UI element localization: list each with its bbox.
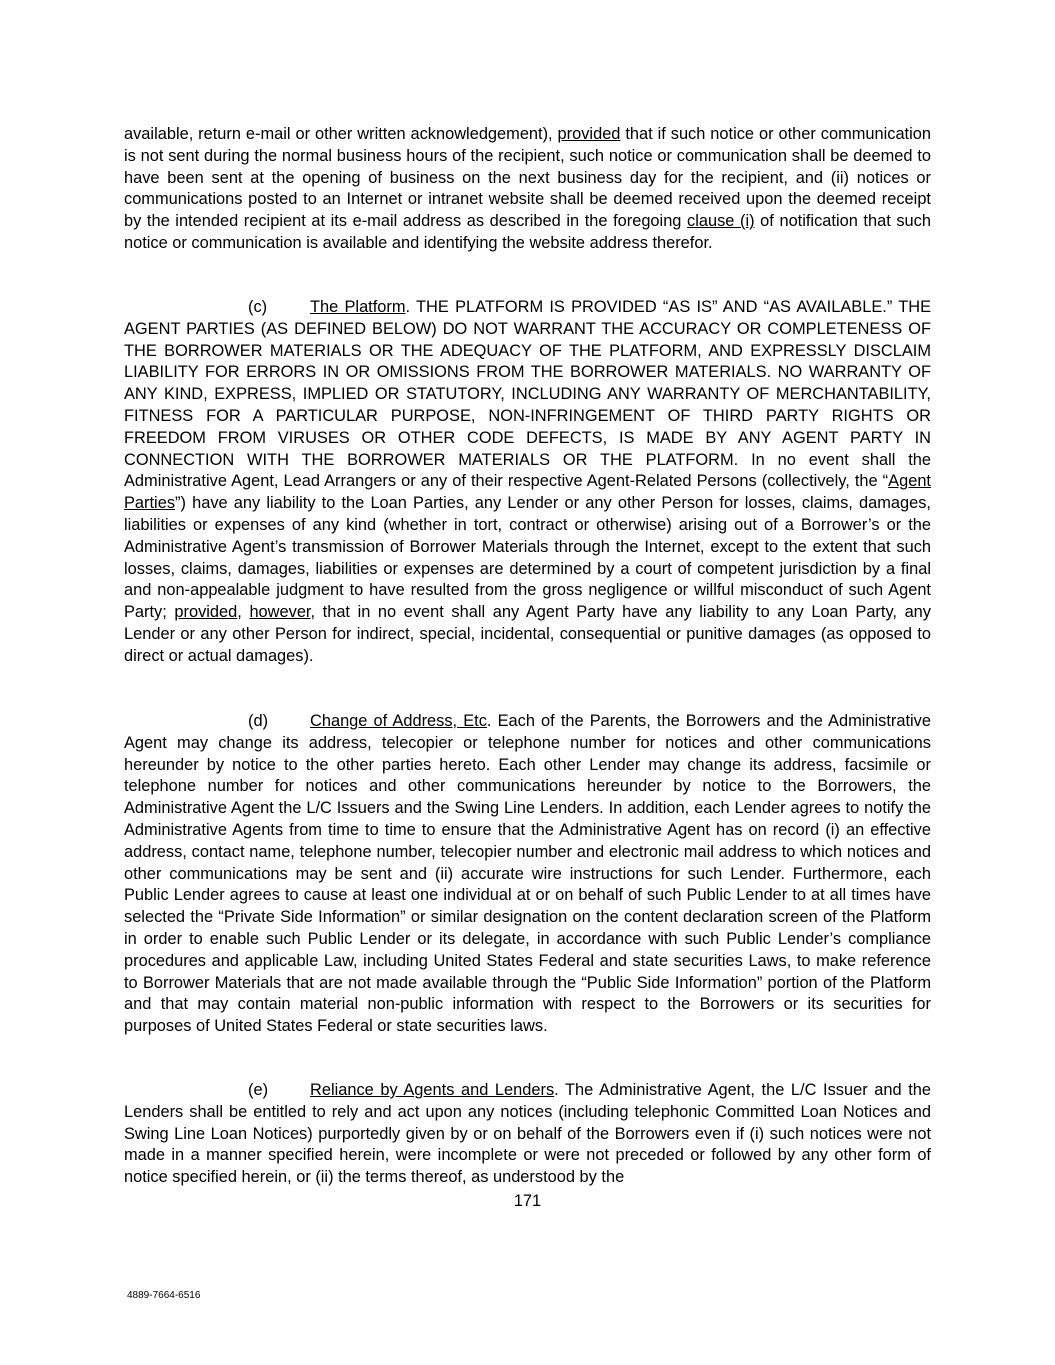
section-heading-reliance: Reliance by Agents and Lenders [310, 1081, 555, 1099]
p2-comma: , [237, 603, 250, 622]
p1-text-2: that if such notice or other communication is not sent during the normal business hours of the recipient, such notice or communication shall be deemed to have been sent at the opening of business on the next business day for the recipient, and (ii) notices or communications posted to an Internet or intranet website shall be deemed received upon the deemed receipt by the intended recipient at its e-mail address as described in the foregoing [124, 125, 931, 231]
p1-text-3: of notification that such notice or communication is available and identifying the website address therefor. [124, 212, 931, 252]
provided-term: provided [557, 125, 621, 143]
paragraph-change-of-address [124, 711, 931, 1038]
p2-text-2: ”) have any liability to the Loan Parties, any Lender or any other Person for losses, claims, damages, liabilities or expenses of any kind (whether in tort, contract or otherwise) arising out of a Borrower’s or the Administrative Agent’s transmission of Borrower Materials through the Internet, except to the extent that such losses, claims, damages, liabilities or expenses are determined by a court of competent jurisdiction by a final and non-appealable judgment to have resulted from the gross negligence or willful misconduct of such Agent Party; [124, 494, 931, 622]
paragraph-platform [124, 297, 931, 668]
p4-text-1: . The Administrative Agent, the L/C Issuer and the Lenders shall be entitled to rely and act upon any notices (including telephonic Committed Loan Notices and Swing Line Loan Notices) purportedly given by or on behalf of the Borrowers even if (i) such notices were not made in a manner specified herein, were incomplete or were not preceded or followed by any other form of notice specified herein, or (ii) the terms thereof, as understood by the [124, 1081, 931, 1187]
paragraph-notice-continuation [124, 124, 931, 255]
paragraph-reliance [124, 1080, 931, 1189]
p1-text-1: available, return e-mail or other written acknowledgement), [124, 125, 558, 143]
p3-text-1: . Each of the Parents, the Borrowers and the Administrative Agent may change its address, telecopier or telephone number for notices and other communications hereunder by notice to the other parties hereto. Each other Lender may change its address, facsimile or telephone number for notices and other communications hereunder by notice to the Borrowers, the Administrative Agent the L/C Issuers and the Swing Line Lenders. In addition, each Lender agrees to notify the Administrative Agents from time to time to ensure that the Administrative Agent has on record (i) an effective address, contact name, telephone number, telecopier number and electronic mail address to which notices and other communications may be sent and (ii) accurate wire instructions for such Lender. Furthermore, each Public Lender agrees to cause at least one individual at or on behalf of such Public Lender to at all times have selected the “Private Side Information” or similar designation on the content declaration screen of the Platform in order to enable such Public Lender or its delegate, in accordance with such Public Lender’s compliance procedures and applicable Law, including United States Federal and state securities Laws, to make reference to Borrower Materials that are not made available through the “Public Side Information” portion of the Platform and that may contain material non-public information with respect to the Borrowers or its securities for purposes of United States Federal or state securities laws. [124, 712, 931, 1036]
section-heading-platform: The Platform [310, 298, 406, 316]
p2-text-3: , that in no event shall any Agent Party have any liability to any Loan Party, any Lender or any other Person for indirect, special, incidental, consequential or punitive damages (as opposed to direct or actual damages). [124, 603, 931, 665]
document-id: 4889-7664-6516 [127, 1290, 201, 1301]
section-label-d: (d) [248, 712, 269, 730]
page-number: 171 [513, 1192, 542, 1210]
section-heading-change-of-address: Change of Address, Etc [310, 712, 487, 730]
section-label-e: (e) [248, 1081, 269, 1099]
provided-term: provided [174, 603, 238, 622]
defined-term-agent-parties: Agent Parties [124, 472, 931, 513]
however-term: however [249, 603, 311, 622]
clause-reference: clause (i) [687, 212, 755, 231]
p2-text-1: . THE PLATFORM IS PROVIDED “AS IS” AND “AS AVAILABLE.” THE AGENT PARTIES (AS DEFINED BELOW) DO NOT WARRANT THE ACCURACY OR COMPLETENESS OF THE BORROWER MATERIALS OR THE ADEQUACY OF THE PLATFORM, AND EXPRESSLY DISCLAIM LIABILITY FOR ERRORS IN OR OMISSIONS FROM THE BORROWER MATERIALS. NO WARRANTY OF ANY KIND, EXPRESS, IMPLIED OR STATUTORY, INCLUDING ANY WARRANTY OF MERCHANTABILITY, FITNESS FOR A PARTICULAR PURPOSE, NON-INFRINGEMENT OF THIRD PARTY RIGHTS OR FREEDOM FROM VIRUSES OR OTHER CODE DEFECTS, IS MADE BY ANY AGENT PARTY IN CONNECTION WITH THE BORROWER MATERIALS OR THE PLATFORM. In no event shall the Administrative Agent, Lead Arrangers or any of their respective Agent-Related Persons (collectively, the “ [124, 298, 932, 491]
section-label-c: (c) [248, 298, 268, 316]
